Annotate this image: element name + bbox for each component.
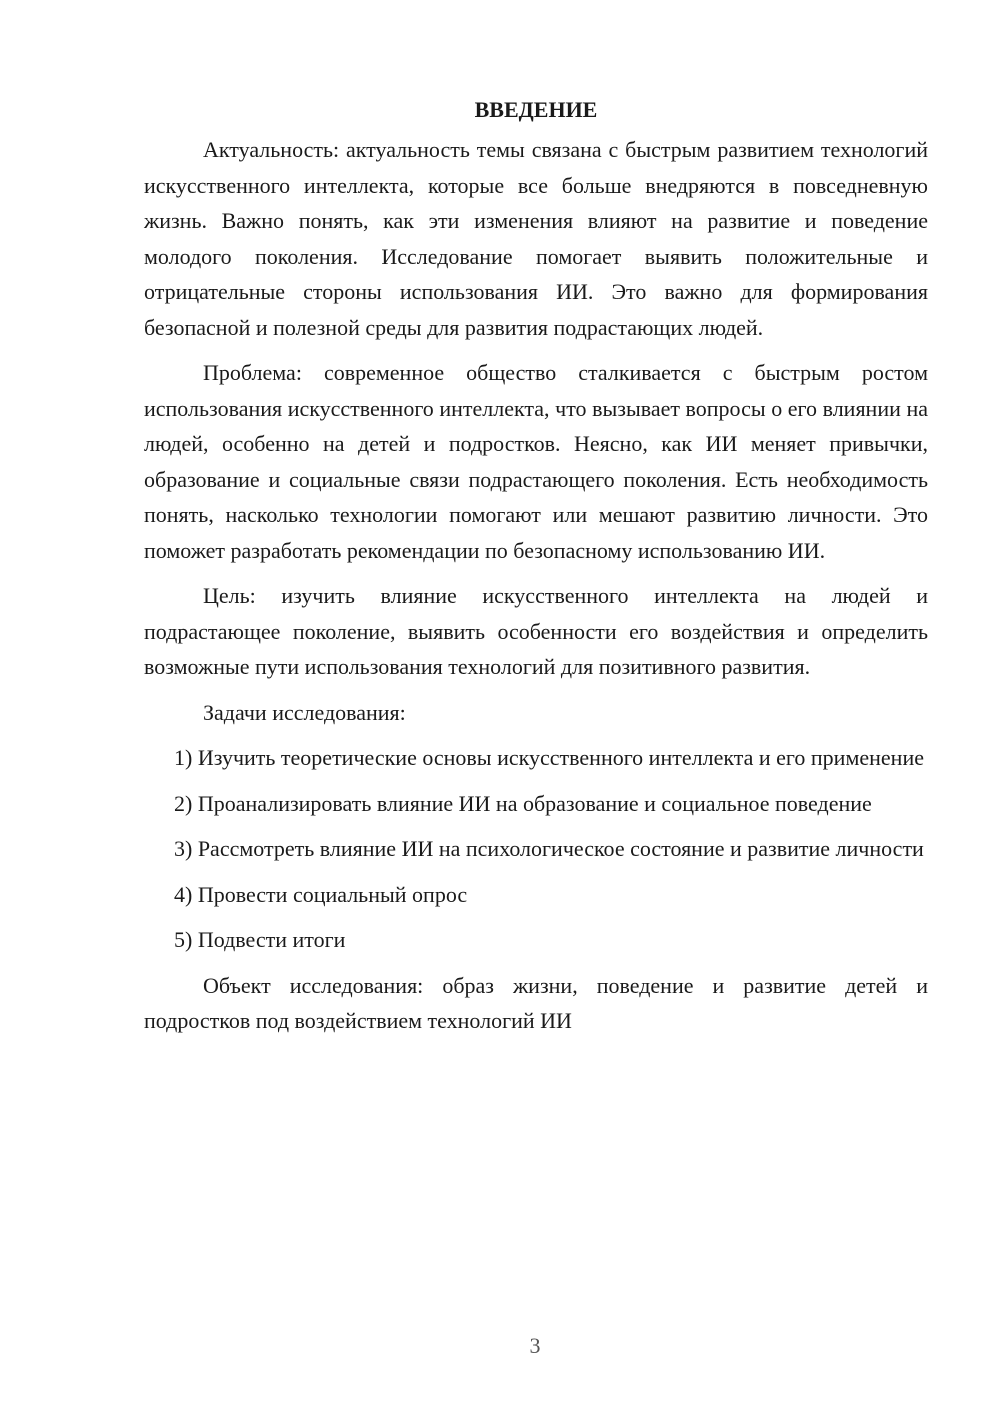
- paragraph-goal: Цель: изучить влияние искусственного интеллекта на людей и подрастающее поколение, выявить особенности его воздействия и определить возможные пути использования технологий для позитивного развития.: [144, 583, 928, 679]
- tasks-list: [144, 740, 928, 958]
- list-item: 5) Подвести итоги: [174, 927, 346, 952]
- tasks-title: Задачи исследования:: [203, 699, 406, 725]
- list-item: 2) Проанализировать влияние ИИ на образование и социальное поведение: [174, 790, 872, 816]
- paragraph-relevance: Актуальность: актуальность темы связана с быстрым развитием технологий искусственного интеллекта, которые все больше внедряются в повседневную жизнь. Важно понять, как эти изменения влияют на развитие и поведение молодого поколения. Исследование помогает выявить положительные и отрицательные стороны использования ИИ. Это важно для формирования безопасной и полезной среды для развития подрастающих людей.: [144, 137, 928, 340]
- list-item: 1) Изучить теоретические основы искусственного интеллекта и его применение: [174, 745, 924, 770]
- list-item: 3) Рассмотреть влияние ИИ на психологическое состояние и развитие личности: [174, 836, 924, 861]
- paragraph-problem: Проблема: современное общество сталкивается с быстрым ростом использования искусственного интеллекта, что вызывает вопросы о его влиянии на людей, особенно на детей и подростков. Неясно, как ИИ меняет привычки, образование и социальные связи подрастающего поколения. Есть необходимость понять, насколько технологии помогают или мешают развитию личности. Это поможет разработать рекомендации по безопасному использованию ИИ.: [144, 360, 928, 563]
- list-item: 4) Провести социальный опрос: [174, 881, 468, 907]
- document-page: [144, 92, 928, 1039]
- section-heading: ВВЕДЕНИЕ: [474, 97, 598, 122]
- page-number: 3: [529, 1333, 541, 1358]
- paragraph-object: Объект исследования: образ жизни, поведение и развитие детей и подростков под воздействием технологий ИИ: [144, 972, 928, 1033]
